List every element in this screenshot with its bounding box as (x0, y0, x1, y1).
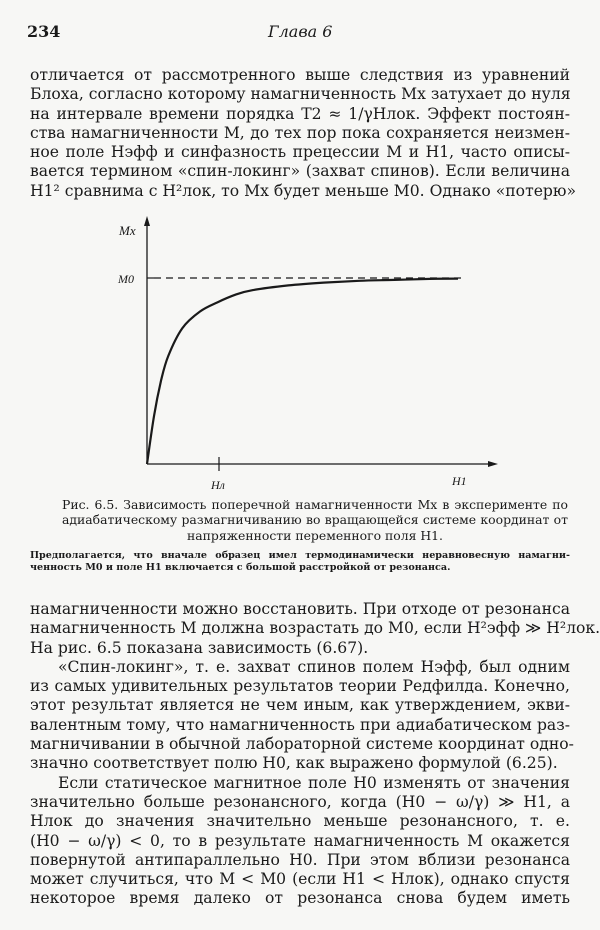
text-line: ное поле Hэфф и синфазность прецессии M и H1, часто описы- (30, 143, 570, 162)
text-line: некоторое время далеко от резонанса снова будем иметь (30, 889, 570, 908)
running-head: Глава 6 (268, 22, 333, 41)
text-line: Hлок до значения значительно меньше резонансного, т. е. (30, 812, 570, 831)
x-axis-label: H1 (452, 474, 467, 488)
magnetization-curve (147, 279, 458, 464)
text-line: Блоха, согласно которому намагниченность Mx затухает до нуля (30, 85, 571, 104)
y-axis-label: Mx (119, 223, 136, 238)
text-line: H1² сравнима с H²лок, то Mx будет меньше M0. Однако «потерю» (30, 181, 577, 200)
caption-line: напряженности переменного поля H1. (186, 527, 444, 543)
text-line: намагниченность M должна возрастать до M0, если H²эфф ≫ H²лок. (30, 619, 600, 638)
text-line: значно соответствует полю H0, как выражено формулой (6.25). (30, 754, 558, 773)
paragraph (30, 657, 574, 774)
paragraph (30, 600, 600, 658)
x-axis-arrow (488, 461, 498, 467)
y-axis-arrow (144, 216, 150, 226)
bottom-text (30, 600, 600, 909)
caption-line: Рис. 6.5. Зависимость поперечной намагниченности Mx в эксперименте по (62, 497, 568, 512)
text-line: магничивании в обычной лабораторной системе координат одно- (30, 735, 574, 754)
caption-line: адиабатическому размагничиванию во вращающейся системе координат от (62, 512, 568, 528)
h-loc-label: Hл (211, 478, 225, 492)
text-line: валентным тому, что намагниченность при адиабатическом раз- (30, 715, 570, 734)
text-line: на интервале времени порядка T2 ≈ 1/γHлок. Эффект постоян- (30, 104, 570, 123)
page-number: 234 (27, 22, 61, 41)
caption-note (30, 550, 570, 574)
text-line: намагниченности можно восстановить. При отходе от резонанса (30, 600, 570, 618)
figure-caption (62, 497, 568, 543)
m0-label: M0 (118, 272, 134, 286)
text-line: ства намагниченности M, до тех пор пока сохраняется неизмен- (30, 123, 570, 142)
text-line: может случиться, что M < M0 (если H1 < Hлок), однако спустя (30, 870, 570, 889)
text-line: (H0 − ω/γ) < 0, то в результате намагниченность M окажется (30, 831, 570, 850)
text-line: этот результат является не чем иным, как утверждением, экви- (30, 696, 570, 715)
text-line: из самых удивительных результатов теории Редфилда. Конечно, (30, 677, 570, 696)
text-line: На рис. 6.5 показана зависимость (6.67). (30, 638, 369, 657)
text-line: Если статическое магнитное поле H0 изменять от значения (58, 773, 570, 792)
paragraph (30, 774, 570, 909)
text-line: отличается от рассмотренного выше следствия из уравнений (30, 66, 570, 84)
text-line: повернутой антипараллельно H0. При этом вблизи резонанса (30, 850, 570, 869)
text-line: значительно больше резонансного, когда (H0 − ω/γ) ≫ H1, а (30, 792, 570, 811)
text-line: вается термином «спин-локинг» (захват спинов). Если величина (30, 162, 570, 181)
text-line: «Спин-локинг», т. е. захват спинов полем Hэфф, был одним (58, 657, 570, 676)
note-line: Предполагается, что вначале образец имел термодинамически неравновесную намагни- (30, 550, 570, 561)
note-line: ченность M0 и поле H1 включается с большой расстройкой от резонанса. (30, 562, 451, 574)
